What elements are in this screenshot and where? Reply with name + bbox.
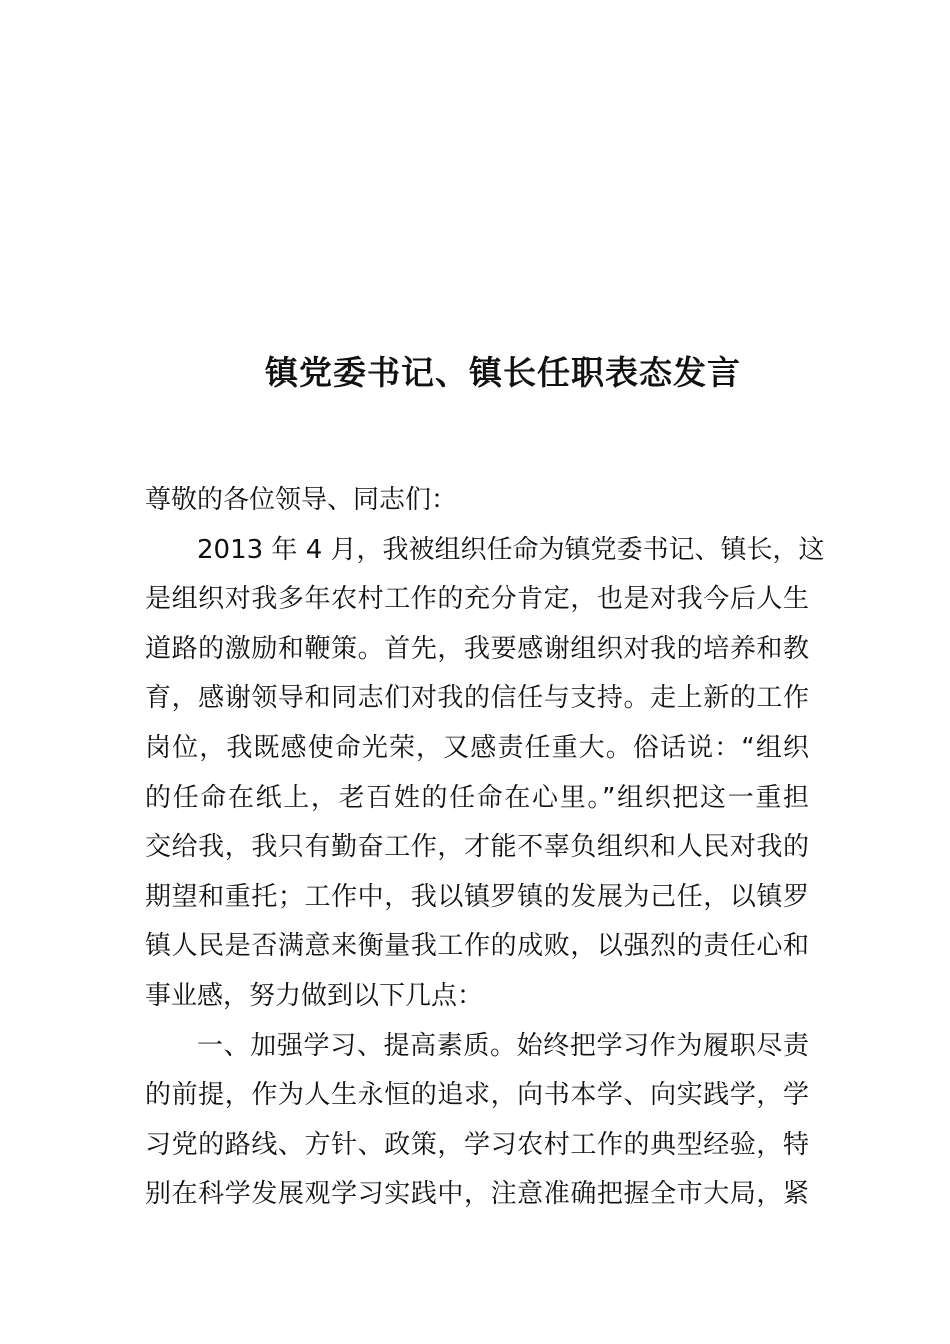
paragraph-line: 别在科学发展观学习实践中，注意准确把握全市大局，紧 [145, 1179, 809, 1210]
paragraph-line: 习党的路线、方针、政策，学习农村工作的典型经验，特 [145, 1129, 809, 1160]
paragraph-line: 2013 年 4 月，我被组织任命为镇党委书记、镇长，这 [197, 534, 825, 565]
paragraph-line: 镇人民是否满意来衡量我工作的成败，以强烈的责任心和 [145, 931, 809, 962]
paragraph-line: 育，感谢领导和同志们对我的信任与支持。走上新的工作 [145, 683, 809, 714]
document-body [145, 476, 825, 1220]
paragraph-line: 事业感，努力做到以下几点： [145, 980, 484, 1011]
paragraph-line: 期望和重托；工作中，我以镇罗镇的发展为己任，以镇罗 [145, 881, 809, 912]
paragraph-line: 岗位，我既感使命光荣，又感责任重大。俗话说：“组织 [145, 732, 809, 763]
paragraph-line: 的前提，作为人生永恒的追求，向书本学、向实践学，学 [145, 1080, 809, 1111]
paragraph-line: 交给我，我只有勤奋工作，才能不辜负组织和人民对我的 [145, 832, 809, 863]
paragraph-line: 是组织对我多年农村工作的充分肯定，也是对我今后人生 [145, 584, 809, 615]
paragraph-line: 的任命在纸上，老百姓的任命在心里。”组织把这一重担 [145, 782, 809, 813]
document-title: 镇党委书记、镇长任职表态发言 [265, 353, 741, 392]
paragraph-line: 道路的激励和鞭策。首先，我要感谢组织对我的培养和教 [145, 633, 809, 664]
salutation-line: 尊敬的各位领导、同志们： [145, 485, 458, 515]
paragraph-line: 一、加强学习、提高素质。始终把学习作为履职尽责 [197, 1030, 809, 1061]
